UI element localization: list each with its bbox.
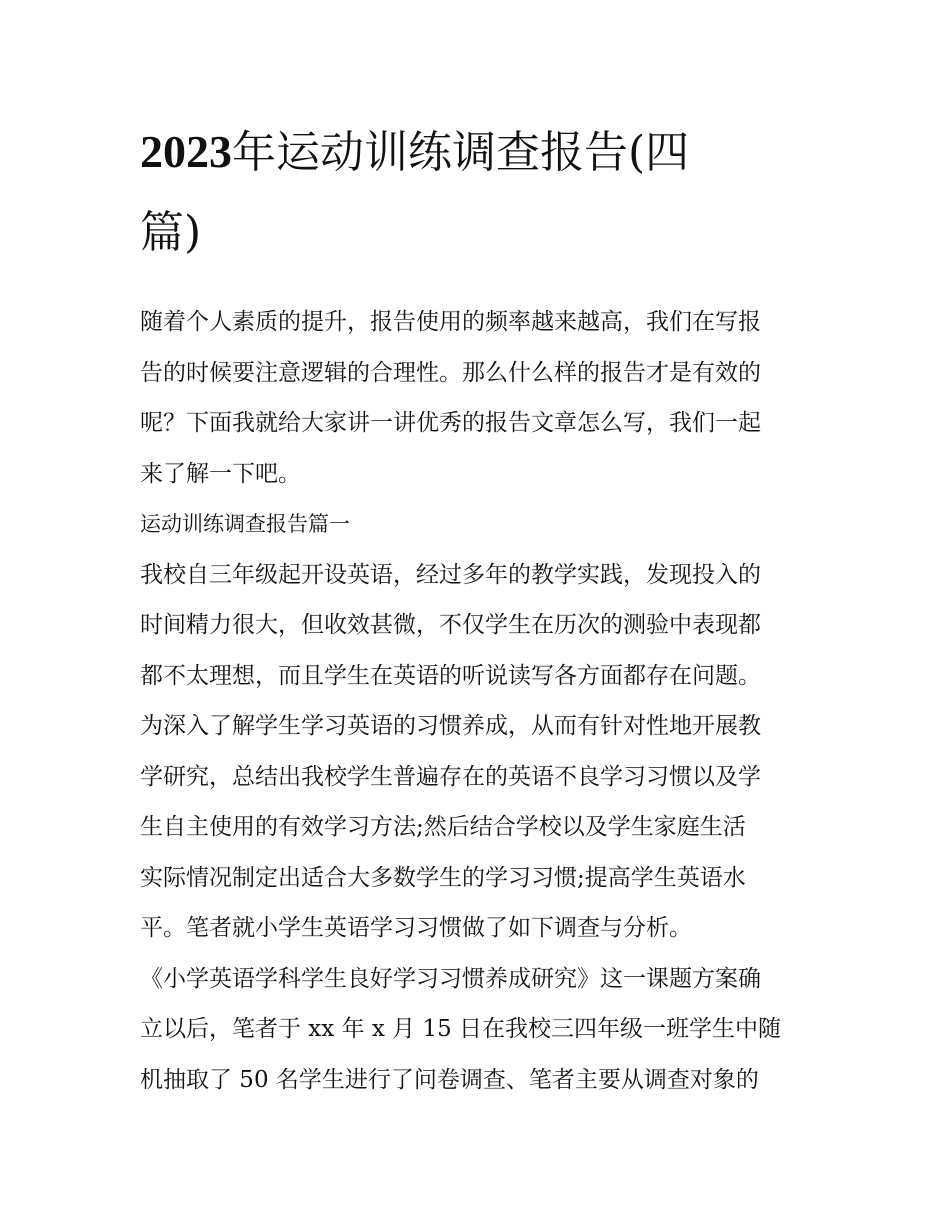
paragraph-line: 为深入了解学生学习英语的习惯养成，从而有针对性地开展教 [140, 713, 761, 739]
section-heading: 运动训练调查报告篇一 [140, 512, 350, 536]
paragraph-line: 平。笔者就小学生英语学习习惯做了如下调查与分析。 [140, 915, 692, 941]
paragraph-line: 《小学英语学科学生良好学习习惯养成研究》这一课题方案确 [140, 965, 761, 992]
paragraph-line: 实际情况制定出适合大多数学生的学习习惯;提高学生英语水 [140, 864, 746, 891]
title-year: 2023 [140, 126, 232, 177]
intro-line: 告的时候要注意逻辑的合理性。那么什么样的报告才是有效的 [140, 359, 761, 386]
paragraph-line: 时间精力很大，但收效甚微，不仅学生在历次的测验中表现都 [140, 612, 761, 638]
document-title [140, 112, 812, 273]
paragraph-line: 我校自三年级起开设英语，经过多年的教学实践，发现投入的 [140, 561, 761, 588]
document-content [140, 112, 812, 1105]
paragraph-line: 都不太理想，而且学生在英语的听说读写各方面都存在问题。 [140, 662, 761, 689]
paragraph-line: 学研究，总结出我校学生普遍存在的英语不良学习习惯以及学 [140, 763, 761, 790]
paragraph-2 [140, 954, 812, 1106]
intro-paragraph [140, 297, 812, 499]
title-line-1-text: 年运动训练调查报告(四 [232, 127, 690, 178]
paragraph-line: 立以后，笔者于 xx 年 x 月 15 日在我校三四年级一班学生中随 [140, 1016, 782, 1042]
paragraph-1 [140, 550, 812, 954]
intro-line: 来了解一下吧。 [140, 460, 301, 487]
paragraph-line: 生自主使用的有效学习方法;然后结合学校以及学生家庭生活 [140, 814, 746, 840]
title-line-2: 篇) [140, 207, 202, 258]
paragraph-line: 机抽取了 50 名学生进行了问卷调查、笔者主要从调查对象的 [140, 1066, 759, 1093]
intro-line: 随着个人素质的提升，报告使用的频率越来越高，我们在写报 [140, 309, 761, 335]
title-line-1 [140, 112, 812, 193]
intro-line: 呢？下面我就给大家讲一讲优秀的报告文章怎么写，我们一起 [140, 410, 761, 436]
